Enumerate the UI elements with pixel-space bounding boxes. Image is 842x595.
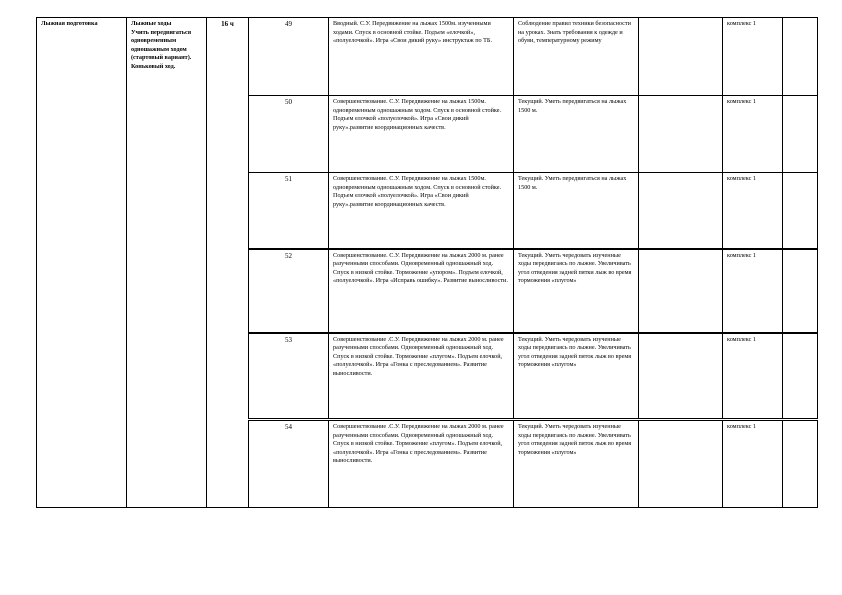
- lesson-empty-cell: [783, 249, 818, 333]
- lesson-content: Совершенствование. С.У. Передвижение на лыжах 1500м. одновременным одношажным ходом. Спуск в основной стойке. Подъем елочкой «полуелочкой». Игра «Свои дикий руку».развитие координационных качеств.: [329, 173, 514, 249]
- lesson-number: 51: [249, 173, 329, 249]
- lesson-empty-cell: [783, 173, 818, 249]
- lesson-empty-cell: [639, 333, 723, 420]
- lesson-plan-sheet: [36, 17, 817, 508]
- lesson-control: комплекс 1: [723, 333, 783, 420]
- lesson-requirements: Текущий. Уметь чередовать изученные ходы передвигаясь по лыжне. Увеличивать угол отведения задней пятки лыж во время торможения «плугом»: [514, 249, 639, 333]
- lesson-empty-cell: [639, 18, 723, 96]
- lesson-empty-cell: [783, 420, 818, 508]
- topic-title: Лыжные ходы: [131, 20, 172, 27]
- topic-cell: [127, 18, 207, 508]
- lesson-number: 49: [249, 18, 329, 96]
- lesson-content: Совершенствование .С.У. Передвижение на лыжах 2000 м. ранее разученными способами. Одновременный одношажный ход. Спуск в низкой стойке. Торможение «плугом». Подъем елочкой, «полуелочкой». Игра «Гонка с преследованием». Развитие выносливости.: [329, 333, 514, 420]
- lesson-control: комплекс 1: [723, 173, 783, 249]
- lesson-empty-cell: [639, 249, 723, 333]
- lesson-empty-cell: [783, 333, 818, 420]
- lesson-empty-cell: [639, 420, 723, 508]
- lesson-content: Совершенствование. С.У. Передвижение на лыжах 2000 м. ранее разученными способами. Одновременный одношажный ход. Спуск в низкой стойке. Торможение «упором». Подъем елочкой, «полуелочкой». Игра «Исправь ошибку». Развитие выносливости.: [329, 249, 514, 333]
- lesson-plan-table: [36, 17, 818, 508]
- lesson-requirements: Текущий. Уметь передвигаться на лыжах 1500 м.: [514, 96, 639, 173]
- topic-body: Учить передвигаться одновременным одношажным ходом (стартовый вариант). Коньковый ход.: [131, 28, 192, 70]
- lesson-control: комплекс 1: [723, 249, 783, 333]
- lesson-empty-cell: [783, 96, 818, 173]
- lesson-content: Совершенствование .С.У. Передвижение на лыжах 2000 м. ранее разученными способами. Одновременный одношажный ход. Спуск в низкой стойке. Торможение «плугом». Подъем елочкой, «полуелочкой». Игра «Гонка с преследованием». Развитие выносливости.: [329, 420, 514, 508]
- table-row: [37, 18, 818, 96]
- hours-cell: 16 ч: [207, 18, 249, 508]
- lesson-control: комплекс 1: [723, 420, 783, 508]
- lesson-control: комплекс 1: [723, 96, 783, 173]
- lesson-number: 50: [249, 96, 329, 173]
- lesson-empty-cell: [783, 18, 818, 96]
- lesson-requirements: Текущий. Уметь чередовать изученные ходы передвигаясь по лыжне. Увеличивать угол отведения задней пяток лыж во время торможения «плугом»: [514, 333, 639, 420]
- lesson-content: Вводный. С.У. Передвижение на лыжах 1500м. изученными ходами. Спуск в основной стойке. Подъем «елочкой», «полуелочкой». Игра «Свои дикий руку» инструктаж по ТБ.: [329, 18, 514, 96]
- lesson-number: 53: [249, 333, 329, 420]
- lesson-requirements: Текущий. Уметь передвигаться на лыжах 1500 м.: [514, 173, 639, 249]
- lesson-requirements: Текущий. Уметь чередовать изученные ходы передвигаясь по лыжне. Увеличивать угол отведения задней пяток лыж во время торможения «плугом»: [514, 420, 639, 508]
- lesson-number: 52: [249, 249, 329, 333]
- lesson-requirements: Соблюдение правил техники безопасности на уроках. Знать требования к одежде и обуви, температурному режиму: [514, 18, 639, 96]
- lesson-number: 54: [249, 420, 329, 508]
- lesson-empty-cell: [639, 96, 723, 173]
- section-cell: Лыжная подготовка: [37, 18, 127, 508]
- lesson-control: комплекс 1: [723, 18, 783, 96]
- lesson-empty-cell: [639, 173, 723, 249]
- lesson-content: Совершенствование. С.У. Передвижение на лыжах 1500м. одновременным одношажным ходом. Спуск в основной стойке. Подъем елочкой «полуелочкой». Игра «Свои дикий руку».развитие координационных качеств.: [329, 96, 514, 173]
